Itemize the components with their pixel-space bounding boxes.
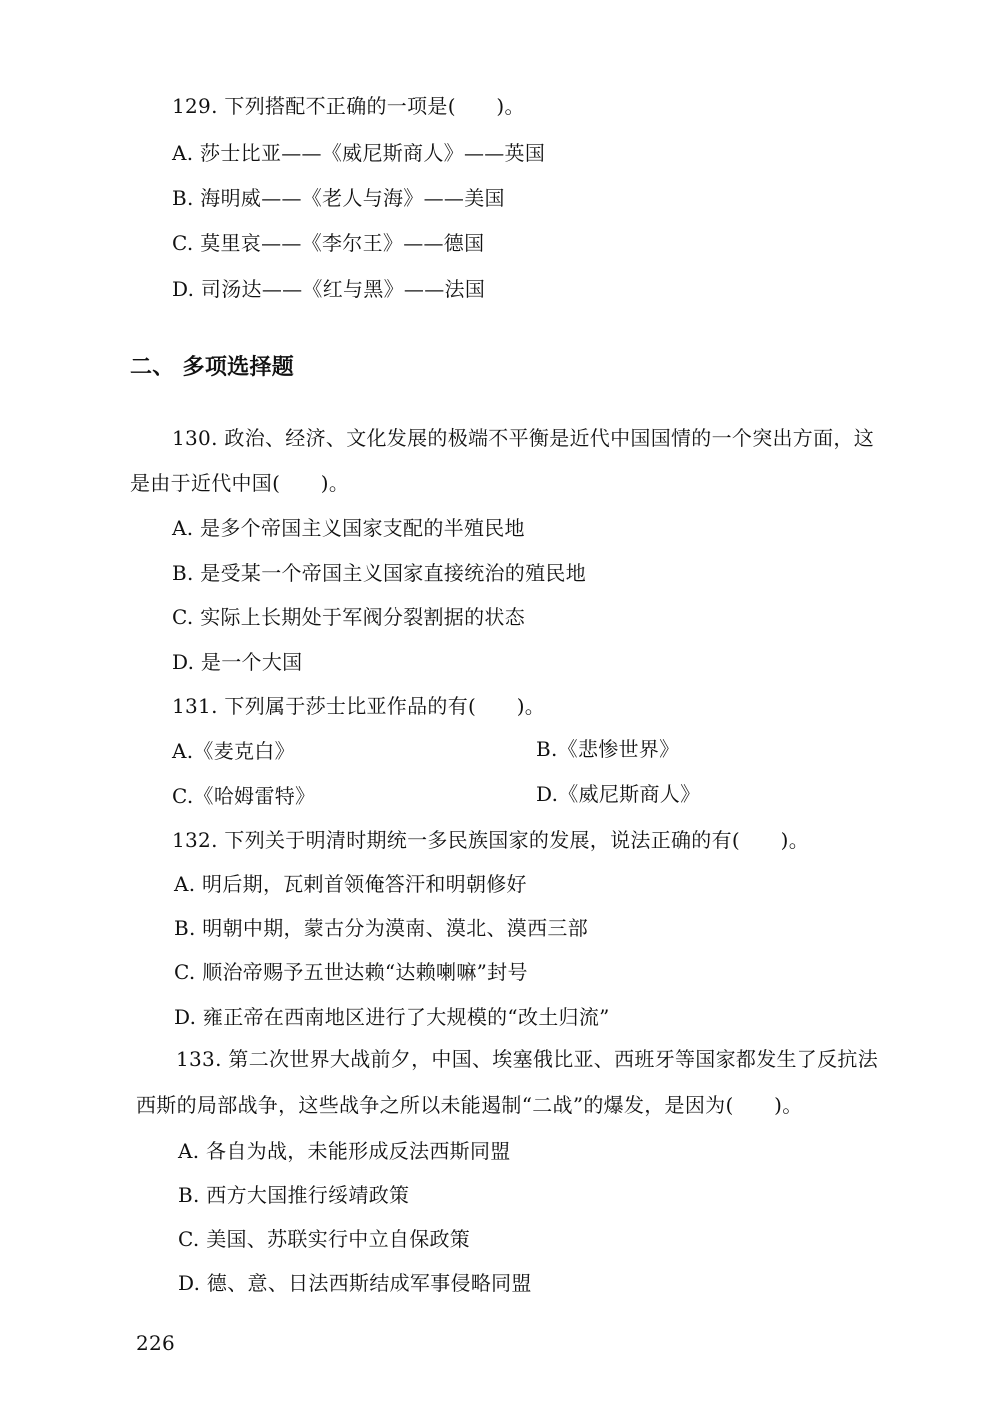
q133-option-c: C. 美国、苏联实行中立自保政策 [178, 1227, 471, 1251]
page-number: 226 [136, 1331, 176, 1355]
q129-stem: 129. 下列搭配不正确的一项是( )。 [172, 94, 525, 118]
q133-option-a: A. 各自为战，未能形成反法西斯同盟 [178, 1139, 511, 1163]
q132-option-c: C. 顺治帝赐予五世达赖“达赖喇嘛”封号 [174, 960, 528, 984]
q133-option-b: B. 西方大国推行绥靖政策 [178, 1183, 410, 1207]
q131-option-c: C.《哈姆雷特》 [172, 784, 316, 808]
q131-option-a: A.《麦克白》 [172, 739, 295, 763]
q131-option-b: B.《悲惨世界》 [536, 737, 680, 761]
q130-stem-line1: 130. 政治、经济、文化发展的极端不平衡是近代中国国情的一个突出方面，这 [172, 426, 874, 450]
q130-option-a: A. 是多个帝国主义国家支配的半殖民地 [172, 516, 525, 540]
q131-stem: 131. 下列属于莎士比亚作品的有( )。 [172, 694, 546, 718]
section-heading: 二、 多项选择题 [130, 355, 295, 380]
q129-option-d: D. 司汤达——《红与黑》——法国 [172, 277, 486, 301]
q132-option-d: D. 雍正帝在西南地区进行了大规模的“改土归流” [174, 1005, 610, 1029]
q132-option-b: B. 明朝中期，蒙古分为漠南、漠北、漠西三部 [174, 916, 589, 940]
q131-option-d: D.《威尼斯商人》 [536, 782, 701, 806]
q130-option-b: B. 是受某一个帝国主义国家直接统治的殖民地 [172, 561, 587, 585]
q132-stem: 132. 下列关于明清时期统一多民族国家的发展，说法正确的有( )。 [172, 828, 809, 852]
q129-option-b: B. 海明威——《老人与海》——美国 [172, 186, 505, 210]
q133-stem-line1: 133. 第二次世界大战前夕，中国、埃塞俄比亚、西班牙等国家都发生了反抗法 [176, 1047, 878, 1071]
q132-option-a: A. 明后期，瓦剌首领俺答汗和明朝修好 [174, 872, 527, 896]
q130-option-d: D. 是一个大国 [172, 650, 303, 674]
q129-option-c: C. 莫里哀——《李尔王》——德国 [172, 231, 485, 255]
q130-option-c: C. 实际上长期处于军阀分裂割据的状态 [172, 605, 526, 629]
q129-option-a: A. 莎士比亚——《威尼斯商人》——英国 [172, 141, 546, 165]
q133-stem-line2: 西斯的局部战争，这些战争之所以未能遏制“二战”的爆发，是因为( )。 [136, 1093, 803, 1117]
q130-stem-line2: 是由于近代中国( )。 [130, 471, 350, 495]
q133-option-d: D. 德、意、日法西斯结成军事侵略同盟 [178, 1271, 532, 1295]
